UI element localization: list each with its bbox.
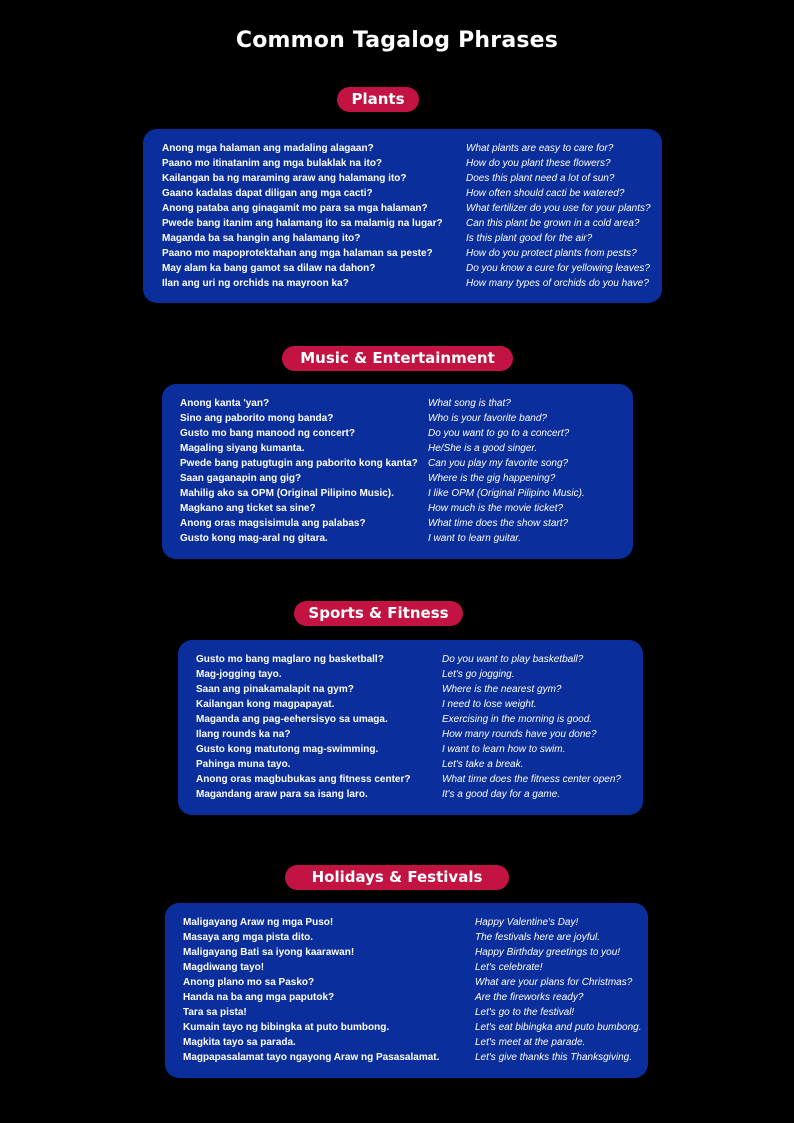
phrase-row xyxy=(162,396,633,411)
phrase-row xyxy=(178,667,643,682)
phrase-row xyxy=(165,1005,648,1020)
english-translation: Let's go jogging. xyxy=(442,669,515,680)
english-translation: Do you want to go to a concert? xyxy=(428,428,570,439)
english-translation: He/She is a good singer. xyxy=(428,443,538,454)
phrase-card-music xyxy=(162,384,633,559)
tagalog-phrase: Pwede bang itanim ang halamang ito sa malamig na lugar? xyxy=(162,218,443,229)
phrase-row xyxy=(162,486,633,501)
phrase-row xyxy=(178,787,643,802)
phrase-row xyxy=(162,426,633,441)
english-translation: Who is your favorite band? xyxy=(428,413,547,424)
tagalog-phrase: Pwede bang patugtugin ang paborito kong kanta? xyxy=(180,458,418,469)
phrase-row xyxy=(178,697,643,712)
phrase-row xyxy=(162,456,633,471)
phrase-row xyxy=(162,501,633,516)
english-translation: I like OPM (Original Pilipino Music). xyxy=(428,488,585,499)
tagalog-phrase: Kailangan ba ng maraming araw ang halamang ito? xyxy=(162,173,407,184)
tagalog-phrase: Sino ang paborito mong banda? xyxy=(180,413,334,424)
tagalog-phrase: Anong plano mo sa Pasko? xyxy=(183,977,315,988)
english-translation: I want to learn guitar. xyxy=(428,533,522,544)
tagalog-phrase: Handa na ba ang mga paputok? xyxy=(183,992,335,1003)
english-translation: Exercising in the morning is good. xyxy=(442,714,593,725)
tagalog-phrase: Maganda ba sa hangin ang halamang ito? xyxy=(162,233,361,244)
phrase-list xyxy=(165,915,648,1065)
phrase-row xyxy=(143,231,662,246)
phrase-row xyxy=(165,960,648,975)
tagalog-phrase: May alam ka bang gamot sa dilaw na dahon? xyxy=(162,263,376,274)
section-heading-holidays: Holidays & Festivals xyxy=(285,865,509,890)
phrase-row xyxy=(178,727,643,742)
english-translation: I need to lose weight. xyxy=(442,699,537,710)
tagalog-phrase: Magdiwang tayo! xyxy=(183,962,265,973)
tagalog-phrase: Pahinga muna tayo. xyxy=(196,759,291,770)
english-translation: Happy Birthday greetings to you! xyxy=(475,947,621,958)
phrase-row xyxy=(143,141,662,156)
tagalog-phrase: Magkano ang ticket sa sine? xyxy=(180,503,316,514)
phrase-row xyxy=(165,990,648,1005)
tagalog-phrase: Maligayang Bati sa iyong kaarawan! xyxy=(183,947,355,958)
english-translation: Let's meet at the parade. xyxy=(475,1037,586,1048)
phrase-row xyxy=(165,1035,648,1050)
english-translation: Is this plant good for the air? xyxy=(466,233,593,244)
phrase-row xyxy=(178,712,643,727)
phrase-row xyxy=(143,201,662,216)
english-translation: Are the fireworks ready? xyxy=(475,992,584,1003)
phrase-row xyxy=(162,441,633,456)
english-translation: Let's celebrate! xyxy=(475,962,543,973)
phrase-row xyxy=(178,682,643,697)
english-translation: How do you plant these flowers? xyxy=(466,158,611,169)
english-translation: Happy Valentine's Day! xyxy=(475,917,579,928)
phrase-row xyxy=(143,171,662,186)
tagalog-phrase: Saan gaganapin ang gig? xyxy=(180,473,302,484)
phrase-card-holidays xyxy=(165,903,648,1078)
tagalog-phrase: Gusto mo bang maglaro ng basketball? xyxy=(196,654,384,665)
tagalog-phrase: Paano mo itinatanim ang mga bulaklak na ito? xyxy=(162,158,383,169)
phrase-list xyxy=(162,396,633,546)
english-translation: Where is the nearest gym? xyxy=(442,684,562,695)
phrase-row xyxy=(143,261,662,276)
tagalog-phrase: Ilan ang uri ng orchids na mayroon ka? xyxy=(162,278,349,289)
phrase-row xyxy=(143,186,662,201)
phrase-row xyxy=(143,276,662,291)
phrase-row xyxy=(165,975,648,990)
phrase-card-sports xyxy=(178,640,643,815)
english-translation: How often should cacti be watered? xyxy=(466,188,625,199)
phrase-list xyxy=(143,141,662,291)
tagalog-phrase: Anong oras magbubukas ang fitness center? xyxy=(196,774,411,785)
phrase-card-plants xyxy=(143,129,662,303)
phrase-row xyxy=(143,156,662,171)
english-translation: Do you want to play basketball? xyxy=(442,654,584,665)
phrase-row xyxy=(165,1050,648,1065)
phrase-row xyxy=(178,757,643,772)
english-translation: It's a good day for a game. xyxy=(442,789,561,800)
english-translation: Does this plant need a lot of sun? xyxy=(466,173,615,184)
tagalog-phrase: Gusto kong matutong mag-swimming. xyxy=(196,744,379,755)
phrase-row xyxy=(162,531,633,546)
phrase-row xyxy=(162,471,633,486)
section-heading-sports: Sports & Fitness xyxy=(294,601,463,626)
section-heading-plants: Plants xyxy=(337,87,419,112)
english-translation: What time does the show start? xyxy=(428,518,569,529)
tagalog-phrase: Saan ang pinakamalapit na gym? xyxy=(196,684,354,695)
tagalog-phrase: Gusto mo bang manood ng concert? xyxy=(180,428,355,439)
english-translation: How do you protect plants from pests? xyxy=(466,248,637,259)
english-translation: Can this plant be grown in a cold area? xyxy=(466,218,640,229)
phrase-row xyxy=(162,411,633,426)
tagalog-phrase: Kailangan kong magpapayat. xyxy=(196,699,335,710)
phrase-row xyxy=(143,216,662,231)
tagalog-phrase: Kumain tayo ng bibingka at puto bumbong. xyxy=(183,1022,390,1033)
tagalog-phrase: Paano mo mapoprotektahan ang mga halaman sa peste? xyxy=(162,248,433,259)
phrase-row xyxy=(165,945,648,960)
english-translation: Let's eat bibingka and puto bumbong. xyxy=(475,1022,642,1033)
page-title: Common Tagalog Phrases xyxy=(235,28,559,53)
tagalog-phrase: Masaya ang mga pista dito. xyxy=(183,932,314,943)
english-translation: Let's go to the festival! xyxy=(475,1007,575,1018)
english-translation: The festivals here are joyful. xyxy=(475,932,601,943)
tagalog-phrase: Gusto kong mag-aral ng gitara. xyxy=(180,533,328,544)
phrase-row xyxy=(165,915,648,930)
english-translation: Can you play my favorite song? xyxy=(428,458,569,469)
tagalog-phrase: Magandang araw para sa isang laro. xyxy=(196,789,368,800)
section-heading-music: Music & Entertainment xyxy=(282,346,513,371)
phrase-row xyxy=(162,516,633,531)
tagalog-phrase: Magkita tayo sa parada. xyxy=(183,1037,296,1048)
tagalog-phrase: Gaano kadalas dapat diligan ang mga cacti? xyxy=(162,188,373,199)
phrase-row xyxy=(178,742,643,757)
tagalog-phrase: Anong pataba ang ginagamit mo para sa mga halaman? xyxy=(162,203,428,214)
tagalog-phrase: Maganda ang pag-eehersisyo sa umaga. xyxy=(196,714,388,725)
phrase-list xyxy=(178,652,643,802)
english-translation: What song is that? xyxy=(428,398,511,409)
tagalog-phrase: Anong kanta 'yan? xyxy=(180,398,270,409)
english-translation: What time does the fitness center open? xyxy=(442,774,621,785)
english-translation: Let's give thanks this Thanksgiving. xyxy=(475,1052,632,1063)
tagalog-phrase: Ilang rounds ka na? xyxy=(196,729,291,740)
english-translation: I want to learn how to swim. xyxy=(442,744,566,755)
phrase-row xyxy=(165,1020,648,1035)
tagalog-phrase: Maligayang Araw ng mga Puso! xyxy=(183,917,334,928)
english-translation: How many rounds have you done? xyxy=(442,729,597,740)
tagalog-phrase: Tara sa pista! xyxy=(183,1007,247,1018)
tagalog-phrase: Mag-jogging tayo. xyxy=(196,669,282,680)
english-translation: How much is the movie ticket? xyxy=(428,503,564,514)
english-translation: What are your plans for Christmas? xyxy=(475,977,633,988)
tagalog-phrase: Mahilig ako sa OPM (Original Pilipino Music). xyxy=(180,488,394,499)
english-translation: Where is the gig happening? xyxy=(428,473,556,484)
phrase-row xyxy=(178,772,643,787)
tagalog-phrase: Magaling siyang kumanta. xyxy=(180,443,305,454)
english-translation: Do you know a cure for yellowing leaves? xyxy=(466,263,650,274)
english-translation: What plants are easy to care for? xyxy=(466,143,614,154)
tagalog-phrase: Anong oras magsisimula ang palabas? xyxy=(180,518,366,529)
english-translation: Let's take a break. xyxy=(442,759,524,770)
phrase-row xyxy=(165,930,648,945)
phrase-row xyxy=(178,652,643,667)
english-translation: How many types of orchids do you have? xyxy=(466,278,649,289)
tagalog-phrase: Anong mga halaman ang madaling alagaan? xyxy=(162,143,374,154)
phrase-row xyxy=(143,246,662,261)
tagalog-phrase: Magpapasalamat tayo ngayong Araw ng Pasasalamat. xyxy=(183,1052,440,1063)
english-translation: What fertilizer do you use for your plants? xyxy=(466,203,651,214)
